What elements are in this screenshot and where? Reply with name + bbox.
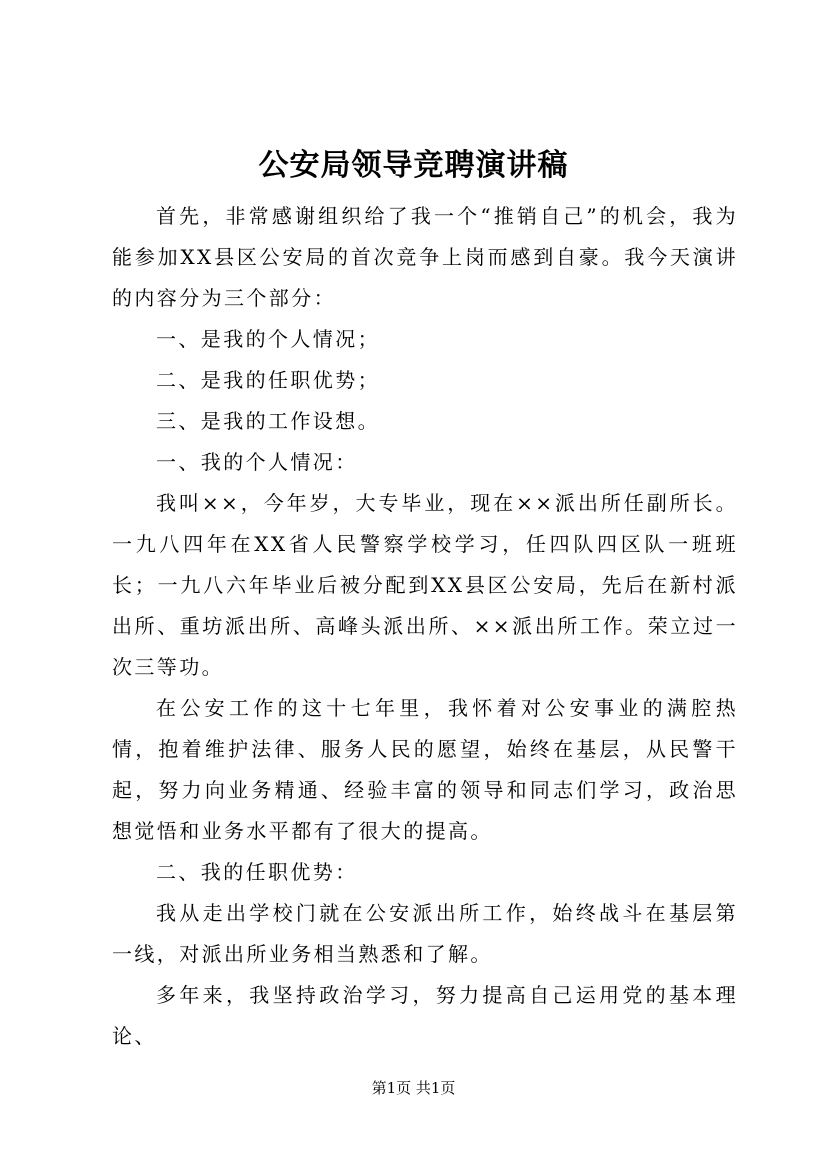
paragraph: 三、是我的工作设想。 [156,409,380,433]
document-title: 公安局领导竞聘演讲稿 [258,148,569,183]
paragraph: 我叫××，今年岁，大专毕业，现在××派出所任副所长。一九八四年在XX省人民警察学校学习，任四队四区队一班班长；一九八六年毕业后被分配到XX县区公安局，先后在新村派出所、重坊派出所、高峰头派出所、××派出所工作。荣立过一次三等功。 [112,491,738,679]
document-body [112,196,738,1057]
paragraph: 我从走出学校门就在公安派出所工作，始终战斗在基层第一线，对派出所业务相当熟悉和了解。 [112,901,738,966]
paragraph: 二、我的任职优势： [156,860,358,884]
paragraph: 二、是我的任职优势； [156,368,380,392]
paragraph: 在公安工作的这十七年里，我怀着对公安事业的满腔热情，抱着维护法律、服务人民的愿望，始终在基层，从民警干起，努力向业务精通、经验丰富的领导和同志们学习，政治思想觉悟和业务水平都有了很大的提高。 [112,696,738,843]
page-footer: 第1页 共1页 [371,1079,456,1097]
paragraph: 首先，非常感谢组织给了我一个“推销自己”的机会，我为能参加XX县区公安局的首次竞争上岗而感到自豪。我今天演讲的内容分为三个部分： [112,204,738,310]
paragraph: 多年来，我坚持政治学习，努力提高自己运用党的基本理论、 [112,983,738,1048]
paragraph: 一、我的个人情况： [156,450,358,474]
paragraph: 一、是我的个人情况； [156,327,380,351]
